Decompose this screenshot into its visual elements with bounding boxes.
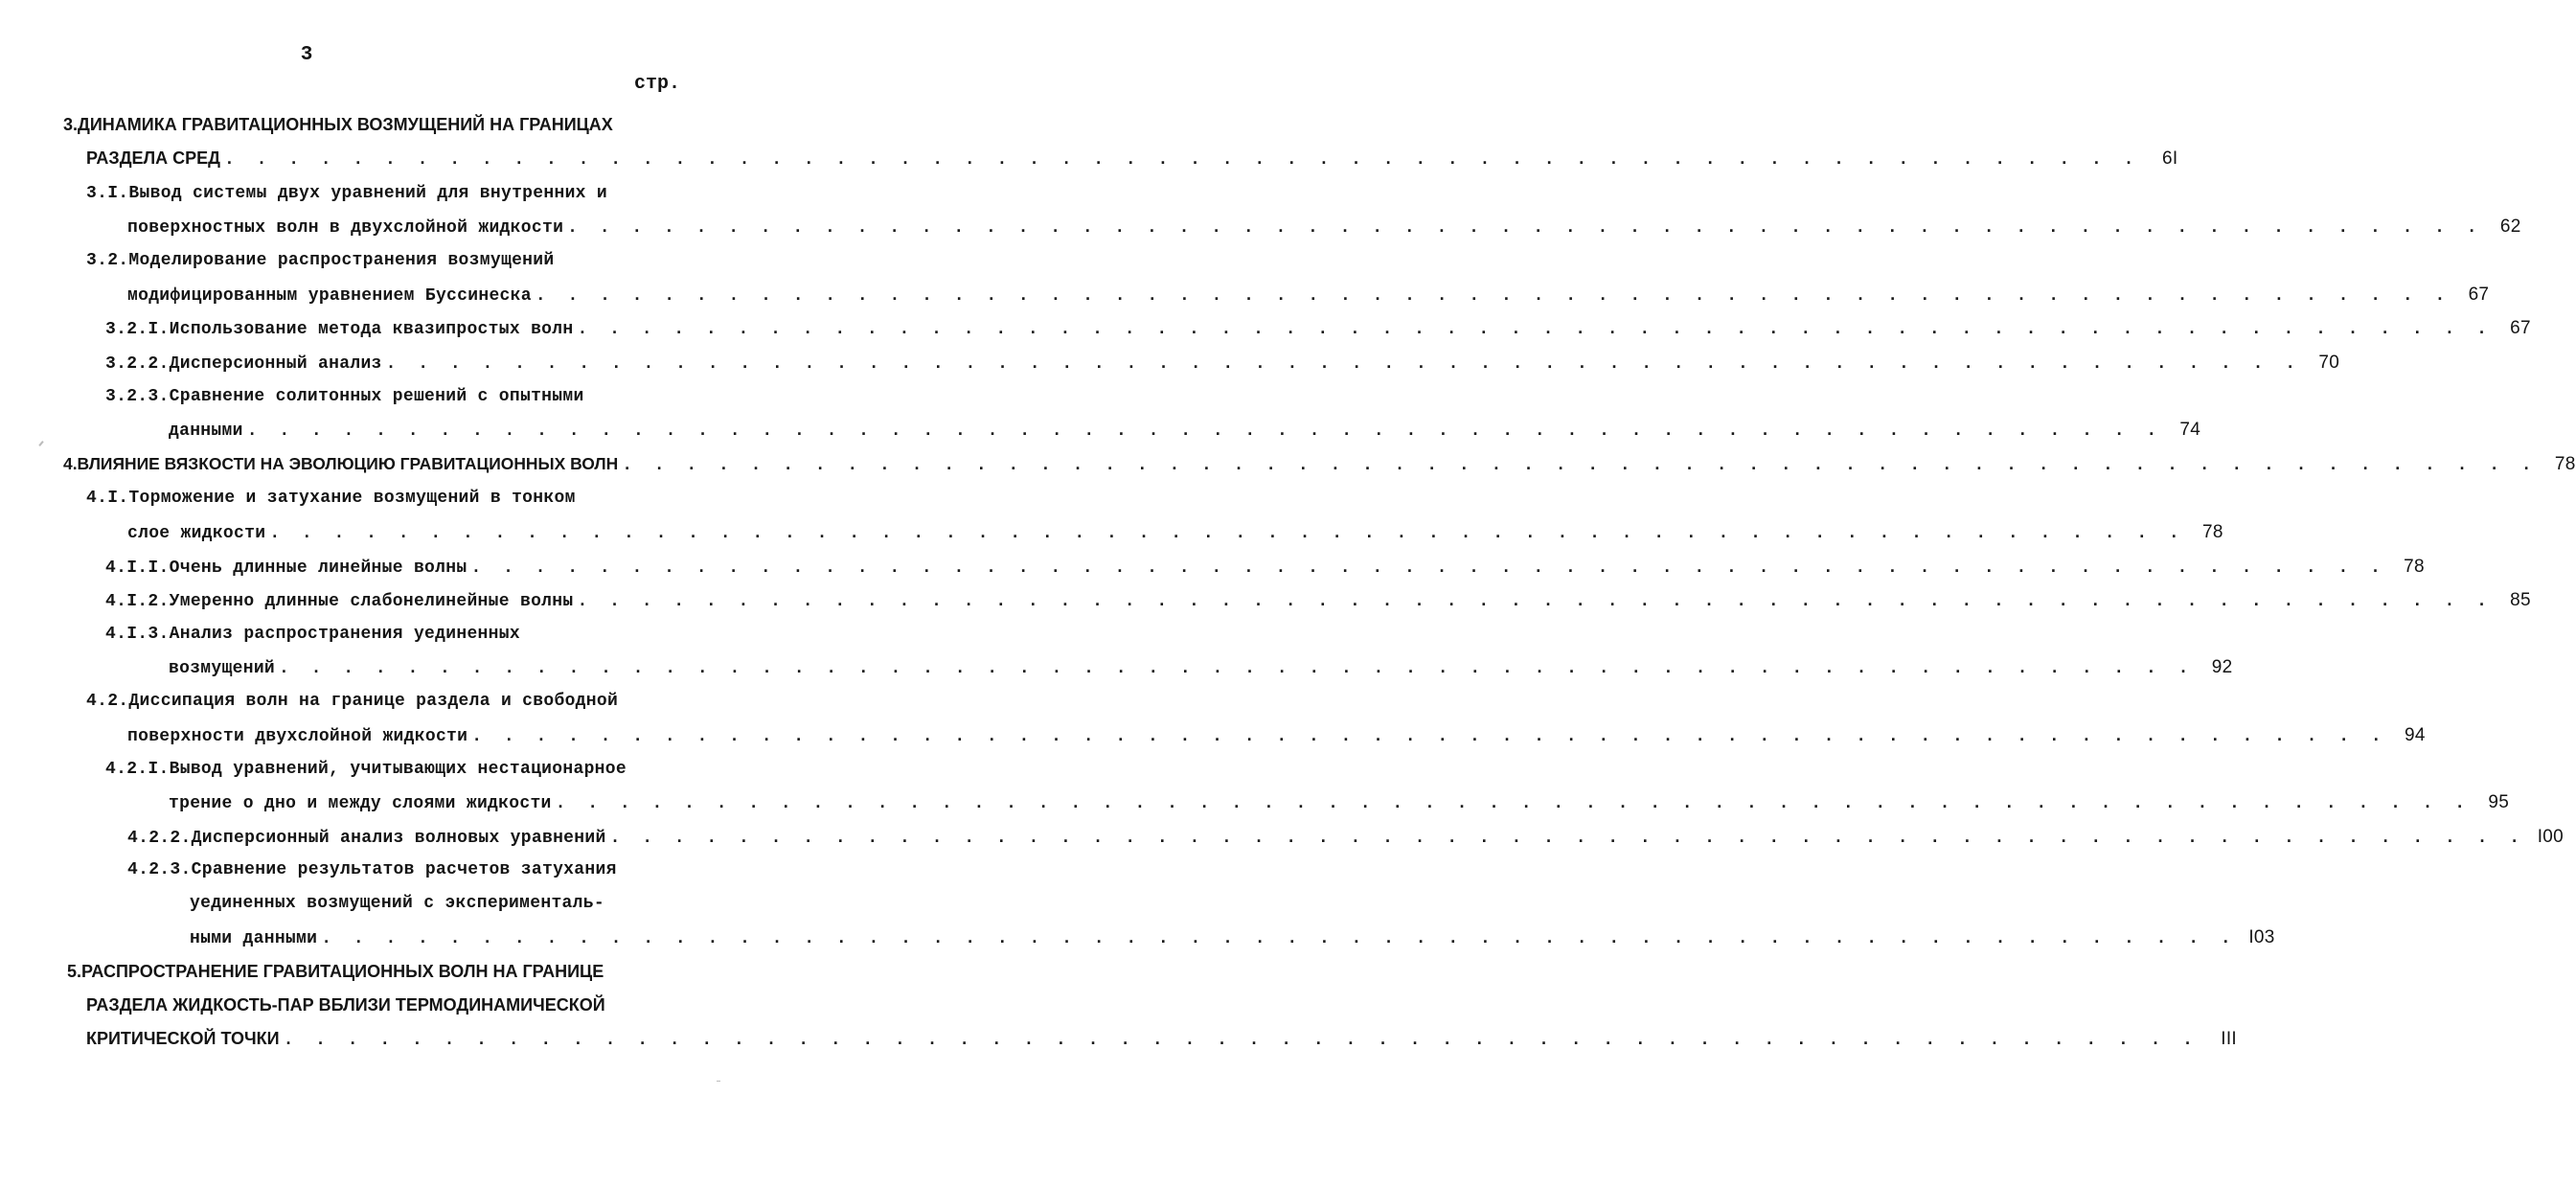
toc-text: 4.I.Торможение и затухание возмущений в тонком [86, 489, 576, 508]
toc-text: 4.2.3.Сравнение результатов расчетов затухания [127, 860, 617, 879]
toc-line [127, 217, 2521, 245]
toc-text: 4.I.I.Очень длинные линейные волны [105, 559, 467, 578]
toc-page-ref: 85 [2510, 590, 2531, 610]
toc-page-ref: I00 [2537, 827, 2565, 847]
toc-text: модифицированным уравнением Буссинеска [127, 286, 532, 306]
toc-text: 4.I.3.Анализ распространения уединенных [105, 625, 520, 644]
toc-line [63, 454, 2576, 483]
toc-line [169, 420, 2201, 448]
toc-line [67, 962, 680, 991]
toc-text: 4.2.Диссипация волн на границе раздела и свободной [86, 692, 619, 711]
leader-dots: . . . . . . . . . . . . . . . . . . . . . . . . . . . . . . . . . . . . . . . . . . . . . . . . . . . . . . . . . . . . [224, 150, 2140, 170]
toc-line [86, 692, 680, 720]
toc-text: РАЗДЕЛА СРЕД [86, 148, 220, 168]
leader-dots: . . . . . . . . . . . . . . . . . . . . . . . . . . . . . . . . . . . . . . . . . . . . . . . . . . . . . . . . . . . . [470, 559, 2386, 578]
leader-dots: . . . . . . . . . . . . . . . . . . . . . . . . . . . . . . . . . . . . . . . . . . . . . . . . . . . . . . . . . . . . [555, 794, 2472, 813]
toc-text: поверхностных волн в двухслойной жидкости [127, 218, 564, 238]
toc-page-ref: III [2221, 1029, 2237, 1049]
toc-page-ref: 70 [2318, 353, 2340, 373]
toc-line [86, 1029, 2237, 1058]
toc-text: 3.2.3.Сравнение солитонных решений с опытными [105, 387, 584, 406]
toc-page-ref: 78 [2202, 522, 2223, 542]
toc-text: трение о дно и между слоями жидкости [169, 794, 552, 813]
leader-dots: . . . . . . . . . . . . . . . . . . . . . . . . . . . . . . . . . . . . . . . . . . . . . . . . . . . . . . . . . . . . [535, 286, 2451, 306]
toc-text: 3.2.Моделирование распространения возмущений [86, 251, 555, 270]
leader-dots: . . . . . . . . . . . . . . . . . . . . . . . . . . . . . . . . . . . . . . . . . . . . . . . . . . . . . . . . . . . . [385, 354, 2302, 374]
toc-text: уединенных возмущений с эксперименталь- [190, 894, 604, 913]
toc-text: 3.ДИНАМИКА ГРАВИТАЦИОННЫХ ВОЗМУЩЕНИЙ НА ГРАНИЦАХ [63, 115, 613, 134]
toc-text: поверхности двухслойной жидкости [127, 727, 468, 746]
toc-text: возмущений [169, 659, 276, 678]
toc-line [127, 827, 2565, 855]
toc-line [105, 353, 2340, 381]
leader-dots: . . . . . . . . . . . . . . . . . . . . . . . . . . . . . . . . . . . . . . . . . . . . . . . . . . . . . . . . . . . . [279, 659, 2195, 678]
toc-text: 4.ВЛИЯНИЕ ВЯЗКОСТИ НА ЭВОЛЮЦИЮ ГРАВИТАЦИОННЫХ ВОЛН [63, 454, 619, 473]
page-column-header: стр. [633, 73, 680, 95]
leader-dots: . . . . . . . . . . . . . . . . . . . . . . . . . . . . . . . . . . . . . . . . . . . . . . . . . . . . . . . . . . . . [269, 524, 2185, 543]
scan-mark [38, 441, 43, 446]
toc-page-ref: I03 [2248, 927, 2275, 947]
toc-text: 5.РАСПРОСТРАНЕНИЕ ГРАВИТАЦИОННЫХ ВОЛН НА ГРАНИЦЕ [67, 962, 604, 981]
toc-text: 3.I.Вывод системы двух уравнений для внутренних и [86, 184, 607, 203]
toc-text: 4.2.2.Дисперсионный анализ волновых уравнений [127, 829, 606, 848]
toc-line [86, 251, 680, 280]
leader-dots: . . . . . . . . . . . . . . . . . . . . . . . . . . . . . . . . . . . . . . . . . . . . . . . . . . . . . . . . . . . . [283, 1031, 2199, 1050]
leader-dots: . . . . . . . . . . . . . . . . . . . . . . . . . . . . . . . . . . . . . . . . . . . . . . . . . . . . . . . . . . . . [246, 422, 2163, 441]
toc-line [86, 184, 680, 213]
toc-line [105, 318, 2531, 347]
page-number: 3 [300, 44, 313, 66]
leader-dots: . . . . . . . . . . . . . . . . . . . . . . . . . . . . . . . . . . . . . . . . . . . . . . . . . . . . . . . . . . . . [567, 218, 2483, 238]
toc-line [86, 995, 680, 1024]
leader-dots: . . . . . . . . . . . . . . . . . . . . . . . . . . . . . . . . . . . . . . . . . . . . . . . . . . . . . . . . . . . . [609, 829, 2526, 848]
toc-text: 3.2.I.Использование метода квазипростых волн [105, 320, 574, 339]
toc-line [190, 894, 680, 923]
toc-line [127, 285, 2490, 313]
toc-line [127, 725, 2426, 754]
toc-page-ref: 92 [2211, 657, 2233, 677]
toc-line [86, 148, 2178, 177]
toc-page-ref: 95 [2488, 792, 2510, 812]
leader-dots: . . . . . . . . . . . . . . . . . . . . . . . . . . . . . . . . . . . . . . . . . . . . . . . . . . . . . . . . . . . . [471, 727, 2387, 746]
toc-line [127, 860, 680, 889]
toc-line [105, 760, 680, 788]
toc-text: ными данными [190, 929, 318, 948]
leader-dots: . . . . . . . . . . . . . . . . . . . . . . . . . . . . . . . . . . . . . . . . . . . . . . . . . . . . . . . . . . . . [577, 592, 2493, 611]
toc-line [105, 625, 680, 653]
toc-text: слое жидкости [127, 524, 266, 543]
toc-page-ref: 6I [2161, 148, 2178, 169]
toc-line [105, 387, 680, 416]
toc-text: 4.I.2.Умеренно длинные слабонелинейные волны [105, 592, 574, 611]
toc-line [169, 657, 2233, 686]
toc-line [169, 792, 2510, 821]
toc-page-ref: 62 [2499, 217, 2521, 237]
toc-line [127, 522, 2223, 551]
toc-text: КРИТИЧЕСКОЙ ТОЧКИ [86, 1029, 280, 1048]
toc-line [86, 489, 680, 517]
toc-page-ref: 67 [2468, 285, 2490, 305]
leader-dots: . . . . . . . . . . . . . . . . . . . . . . . . . . . . . . . . . . . . . . . . . . . . . . . . . . . . . . . . . . . . [577, 320, 2493, 339]
toc-line [105, 590, 2531, 619]
toc-line [190, 927, 2275, 956]
leader-dots: . . . . . . . . . . . . . . . . . . . . . . . . . . . . . . . . . . . . . . . . . . . . . . . . . . . . . . . . . . . . [622, 456, 2538, 475]
toc-line [63, 115, 676, 144]
scan-mark [717, 1081, 720, 1082]
toc-page-ref: 78 [2554, 454, 2576, 474]
toc-page-ref: 78 [2404, 557, 2425, 577]
toc-page-ref: 94 [2404, 725, 2426, 745]
toc-text: 3.2.2.Дисперсионный анализ [105, 354, 382, 374]
toc-text: РАЗДЕЛА ЖИДКОСТЬ-ПАР ВБЛИЗИ ТЕРМОДИНАМИЧЕСКОЙ [86, 995, 605, 1015]
toc-page-ref: 67 [2510, 318, 2531, 338]
toc-text: данными [169, 422, 243, 441]
leader-dots: . . . . . . . . . . . . . . . . . . . . . . . . . . . . . . . . . . . . . . . . . . . . . . . . . . . . . . . . . . . . [321, 929, 2237, 948]
toc-page-ref: 74 [2179, 420, 2201, 440]
toc-text: 4.2.I.Вывод уравнений, учитывающих нестационарное [105, 760, 627, 779]
toc-line [105, 557, 2425, 585]
